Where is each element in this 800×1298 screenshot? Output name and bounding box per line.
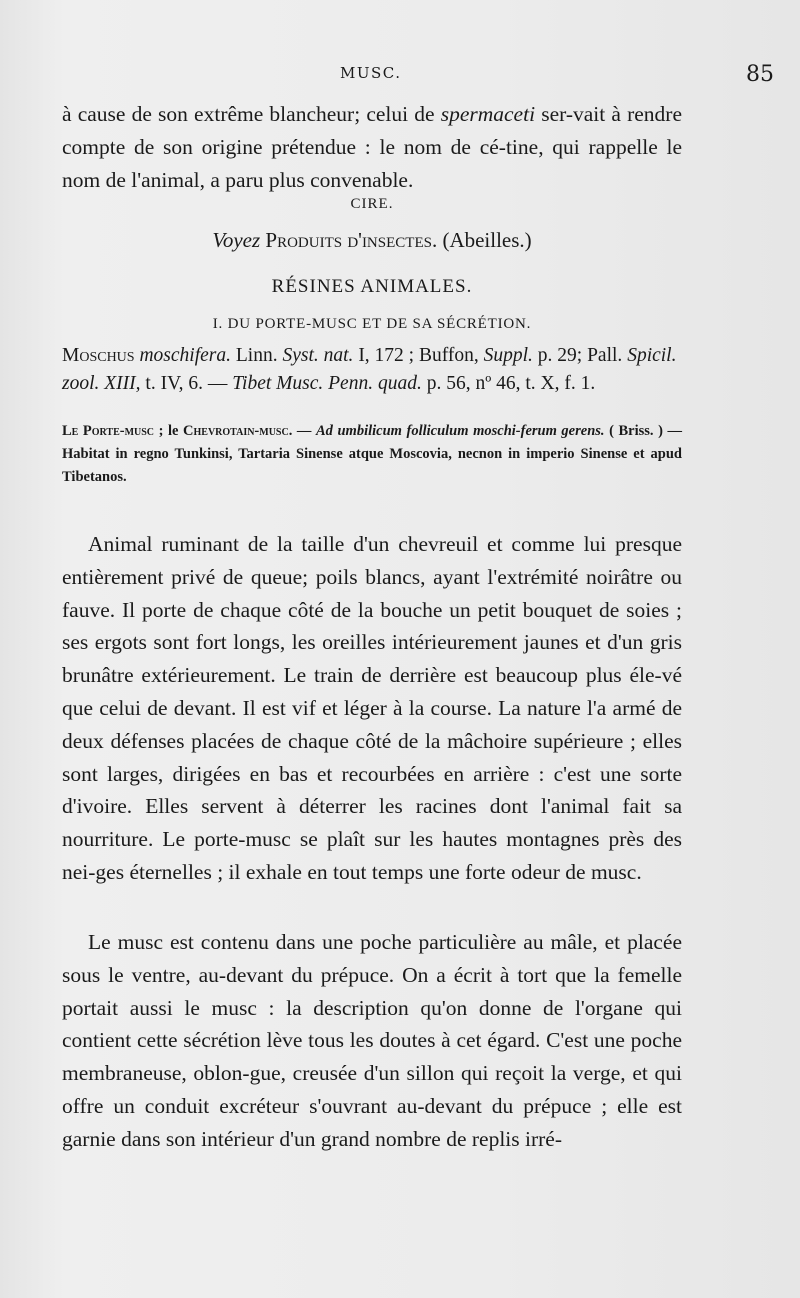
porte-musc-term: Le Porte-musc (62, 423, 155, 439)
ref-linn: Linn. (231, 345, 283, 366)
habitat-text: ( Briss. ) — Habitat in regno Tunkinsi, Tartaria Sinense atque Moscovia, necnon in imperio Sinense et apud Tibetanos. (62, 423, 683, 485)
ref-mid3: t. IV, 6. — (140, 373, 233, 394)
voyez-reference (62, 228, 682, 253)
spermaceti-term: spermaceti (440, 102, 536, 126)
syn-sep2: . — (288, 423, 316, 439)
ref-tibet: Tibet Musc. Penn. quad. (232, 373, 422, 394)
resines-heading: RÉSINES ANIMALES. (271, 276, 473, 297)
synonyms-note (62, 420, 682, 489)
intro-paragraph (62, 98, 682, 196)
linnaean-reference (62, 342, 682, 398)
species-name: moschifera. (134, 345, 231, 366)
section-heading: I. DU PORTE-MUSC ET DE SA SÉCRÉTION. (212, 316, 532, 332)
ref-end: p. 56, nº 46, t. X, f. 1. (421, 373, 596, 394)
intro-text-end: ser-vait à rendre compte de son origine prétendue : le nom de cé-tine, qui rappelle le nom de l'animal, a paru plus convenable. (62, 102, 682, 192)
ref-syst: Syst. nat. (282, 345, 354, 366)
latin-description: Ad umbilicum folliculum moschi-ferum gerens. (315, 423, 605, 439)
intro-text-start: à cause de son extrême blancheur; celui de (62, 102, 441, 126)
ref-suppl: Suppl. (483, 345, 533, 366)
voyez-word: Voyez (212, 228, 261, 252)
chevrotain-term: Chevrotain-musc (183, 423, 289, 439)
running-title: MUSC. (340, 64, 402, 82)
genus-name: Moschus (62, 345, 135, 366)
abeilles-note: (Abeilles.) (437, 228, 532, 252)
page-header (0, 62, 800, 92)
body-paragraph: Animal ruminant de la taille d'un chevreuil et comme lui presque entièrement privé de queue; poils blancs, ayant l'extrémité noirâtre ou fauve. Il porte de chaque côté de la bouche un petit bouquet de soies ; ses ergots sont fort longs, les oreilles intérieurement jaunes et d'un gris brunâtre extérieurement. Le train de derrière est beaucoup plus éle-vé que celui de devant. Il est vif et léger à la course. La nature l'a armé de deux défenses placées de chaque côté de la mâchoire supérieure ; elles sont larges, dirigées en bas et recourbées en arrière : c'est une sorte d'ivoire. Elles servent à déterrer les racines dont l'animal fait sa nourriture. Le porte-musc se plaît sur les hautes montagnes près des nei-ges éternelles ; il exhale en tout temps une forte odeur de musc. (62, 532, 682, 884)
cire-heading: CIRE. (350, 196, 394, 212)
body-paragraph: Le musc est contenu dans une poche particulière au mâle, et placée sous le ventre, au-devant du prépuce. On a écrit à tort que la femelle portait aussi le musc : la description qu'on donne de l'organe qui contient cette sécrétion lève tous les doutes à cet égard. C'est une poche membraneuse, oblon-gue, creusée d'un sillon qui reçoit la verge, et qui offre un conduit excréteur s'ouvrant au-devant du prépuce ; elle est garnie dans son intérieur d'un grand nombre de replis irré- (62, 930, 682, 1151)
produits-insectes-link: Produits d'insectes. (265, 228, 438, 252)
ref-mid2: p. 29; Pall. (532, 345, 628, 366)
ref-mid1: I, 172 ; Buffon, (353, 345, 484, 366)
syn-sep1: ; le (154, 423, 184, 439)
page-number: 85 (746, 62, 774, 87)
ref-spicil: Spicil. zool. XIII, (62, 345, 677, 394)
